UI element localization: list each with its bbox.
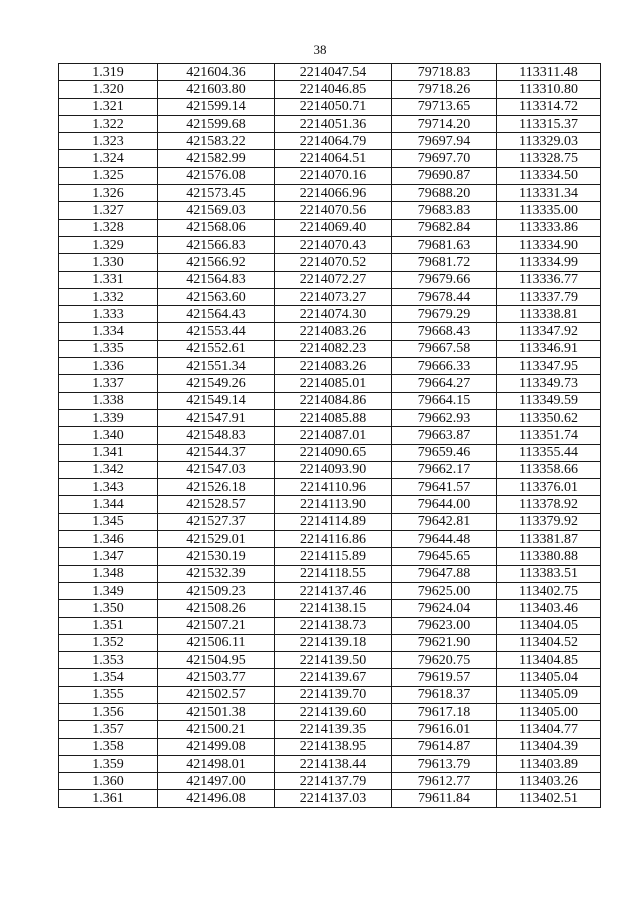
page-number: 38	[313, 42, 327, 57]
x-local-cell: 79623.00	[392, 617, 497, 634]
x-coordinate-cell: 421528.57	[158, 496, 275, 513]
x-coordinate-cell: 421502.57	[158, 686, 275, 703]
y-local-cell: 113380.88	[497, 548, 601, 565]
y-local-cell: 113355.44	[497, 444, 601, 461]
table-row	[59, 496, 601, 513]
y-coordinate-cell: 2214138.95	[275, 738, 392, 755]
point-number-cell: 1.338	[59, 392, 158, 409]
point-number-cell: 1.325	[59, 167, 158, 184]
y-coordinate-cell: 2214093.90	[275, 461, 392, 478]
y-local-cell: 113405.00	[497, 703, 601, 720]
x-coordinate-cell: 421548.83	[158, 427, 275, 444]
x-coordinate-cell: 421509.23	[158, 582, 275, 599]
table-row	[59, 254, 601, 271]
x-local-cell: 79713.65	[392, 98, 497, 115]
x-local-cell: 79718.26	[392, 81, 497, 98]
y-coordinate-cell: 2214050.71	[275, 98, 392, 115]
y-coordinate-cell: 2214051.36	[275, 115, 392, 132]
x-local-cell: 79621.90	[392, 634, 497, 651]
point-number-cell: 1.321	[59, 98, 158, 115]
x-local-cell: 79679.29	[392, 306, 497, 323]
y-coordinate-cell: 2214047.54	[275, 64, 392, 81]
x-local-cell: 79662.17	[392, 461, 497, 478]
x-coordinate-cell: 421552.61	[158, 340, 275, 357]
y-local-cell: 113404.85	[497, 652, 601, 669]
x-coordinate-cell: 421504.95	[158, 652, 275, 669]
y-coordinate-cell: 2214118.55	[275, 565, 392, 582]
y-local-cell: 113334.90	[497, 236, 601, 253]
y-coordinate-cell: 2214114.89	[275, 513, 392, 530]
y-local-cell: 113338.81	[497, 306, 601, 323]
y-local-cell: 113350.62	[497, 409, 601, 426]
x-coordinate-cell: 421582.99	[158, 150, 275, 167]
x-coordinate-cell: 421503.77	[158, 669, 275, 686]
coordinates-table	[58, 63, 601, 808]
y-local-cell: 113333.86	[497, 219, 601, 236]
table-row	[59, 531, 601, 548]
y-local-cell: 113335.00	[497, 202, 601, 219]
y-coordinate-cell: 2214138.44	[275, 755, 392, 772]
point-number-cell: 1.336	[59, 358, 158, 375]
x-local-cell: 79618.37	[392, 686, 497, 703]
point-number-cell: 1.343	[59, 479, 158, 496]
x-local-cell: 79645.65	[392, 548, 497, 565]
point-number-cell: 1.324	[59, 150, 158, 167]
x-coordinate-cell: 421599.68	[158, 115, 275, 132]
point-number-cell: 1.358	[59, 738, 158, 755]
x-local-cell: 79688.20	[392, 185, 497, 202]
x-local-cell: 79681.72	[392, 254, 497, 271]
y-local-cell: 113347.95	[497, 358, 601, 375]
x-coordinate-cell: 421527.37	[158, 513, 275, 530]
x-coordinate-cell: 421506.11	[158, 634, 275, 651]
y-local-cell: 113379.92	[497, 513, 601, 530]
coordinates-table-body	[59, 64, 601, 808]
x-local-cell: 79614.87	[392, 738, 497, 755]
x-local-cell: 79682.84	[392, 219, 497, 236]
y-coordinate-cell: 2214046.85	[275, 81, 392, 98]
x-local-cell: 79683.83	[392, 202, 497, 219]
y-local-cell: 113403.46	[497, 600, 601, 617]
y-local-cell: 113336.77	[497, 271, 601, 288]
y-coordinate-cell: 2214110.96	[275, 479, 392, 496]
x-local-cell: 79620.75	[392, 652, 497, 669]
y-local-cell: 113381.87	[497, 531, 601, 548]
y-local-cell: 113311.48	[497, 64, 601, 81]
table-row	[59, 271, 601, 288]
y-local-cell: 113349.73	[497, 375, 601, 392]
x-coordinate-cell: 421604.36	[158, 64, 275, 81]
x-coordinate-cell: 421564.83	[158, 271, 275, 288]
x-coordinate-cell: 421501.38	[158, 703, 275, 720]
x-coordinate-cell: 421500.21	[158, 721, 275, 738]
table-row	[59, 167, 601, 184]
y-local-cell: 113346.91	[497, 340, 601, 357]
table-row	[59, 185, 601, 202]
table-row	[59, 444, 601, 461]
x-coordinate-cell: 421499.08	[158, 738, 275, 755]
table-row	[59, 150, 601, 167]
y-coordinate-cell: 2214082.23	[275, 340, 392, 357]
point-number-cell: 1.320	[59, 81, 158, 98]
table-row	[59, 288, 601, 305]
x-coordinate-cell: 421507.21	[158, 617, 275, 634]
x-coordinate-cell: 421549.14	[158, 392, 275, 409]
x-local-cell: 79663.87	[392, 427, 497, 444]
table-row	[59, 773, 601, 790]
x-local-cell: 79714.20	[392, 115, 497, 132]
y-coordinate-cell: 2214116.86	[275, 531, 392, 548]
x-local-cell: 79697.94	[392, 133, 497, 150]
y-coordinate-cell: 2214113.90	[275, 496, 392, 513]
y-coordinate-cell: 2214115.89	[275, 548, 392, 565]
table-row	[59, 652, 601, 669]
point-number-cell: 1.360	[59, 773, 158, 790]
x-coordinate-cell: 421530.19	[158, 548, 275, 565]
table-row	[59, 513, 601, 530]
x-coordinate-cell: 421551.34	[158, 358, 275, 375]
x-local-cell: 79617.18	[392, 703, 497, 720]
y-local-cell: 113347.92	[497, 323, 601, 340]
point-number-cell: 1.331	[59, 271, 158, 288]
x-coordinate-cell: 421496.08	[158, 790, 275, 807]
table-row	[59, 790, 601, 807]
y-coordinate-cell: 2214070.52	[275, 254, 392, 271]
point-number-cell: 1.342	[59, 461, 158, 478]
x-local-cell: 79664.27	[392, 375, 497, 392]
x-coordinate-cell: 421569.03	[158, 202, 275, 219]
y-local-cell: 113404.77	[497, 721, 601, 738]
point-number-cell: 1.344	[59, 496, 158, 513]
x-coordinate-cell: 421544.37	[158, 444, 275, 461]
x-local-cell: 79644.00	[392, 496, 497, 513]
table-row	[59, 686, 601, 703]
y-local-cell: 113402.51	[497, 790, 601, 807]
y-local-cell: 113403.26	[497, 773, 601, 790]
x-coordinate-cell: 421547.91	[158, 409, 275, 426]
x-local-cell: 79642.81	[392, 513, 497, 530]
x-local-cell: 79611.84	[392, 790, 497, 807]
y-local-cell: 113378.92	[497, 496, 601, 513]
x-local-cell: 79613.79	[392, 755, 497, 772]
x-coordinate-cell: 421603.80	[158, 81, 275, 98]
point-number-cell: 1.340	[59, 427, 158, 444]
point-number-cell: 1.328	[59, 219, 158, 236]
y-local-cell: 113405.09	[497, 686, 601, 703]
x-local-cell: 79625.00	[392, 582, 497, 599]
x-coordinate-cell: 421497.00	[158, 773, 275, 790]
point-number-cell: 1.335	[59, 340, 158, 357]
y-local-cell: 113383.51	[497, 565, 601, 582]
table-row	[59, 427, 601, 444]
point-number-cell: 1.319	[59, 64, 158, 81]
point-number-cell: 1.347	[59, 548, 158, 565]
x-local-cell: 79616.01	[392, 721, 497, 738]
point-number-cell: 1.326	[59, 185, 158, 202]
point-number-cell: 1.350	[59, 600, 158, 617]
x-coordinate-cell: 421583.22	[158, 133, 275, 150]
table-row	[59, 409, 601, 426]
x-coordinate-cell: 421576.08	[158, 167, 275, 184]
y-local-cell: 113315.37	[497, 115, 601, 132]
table-row	[59, 755, 601, 772]
y-local-cell: 113328.75	[497, 150, 601, 167]
point-number-cell: 1.339	[59, 409, 158, 426]
x-local-cell: 79668.43	[392, 323, 497, 340]
y-coordinate-cell: 2214070.16	[275, 167, 392, 184]
y-coordinate-cell: 2214085.01	[275, 375, 392, 392]
y-coordinate-cell: 2214064.51	[275, 150, 392, 167]
y-coordinate-cell: 2214087.01	[275, 427, 392, 444]
x-coordinate-cell: 421563.60	[158, 288, 275, 305]
y-coordinate-cell: 2214073.27	[275, 288, 392, 305]
point-number-cell: 1.327	[59, 202, 158, 219]
y-coordinate-cell: 2214084.86	[275, 392, 392, 409]
point-number-cell: 1.351	[59, 617, 158, 634]
x-coordinate-cell: 421532.39	[158, 565, 275, 582]
point-number-cell: 1.348	[59, 565, 158, 582]
y-coordinate-cell: 2214138.15	[275, 600, 392, 617]
x-coordinate-cell: 421553.44	[158, 323, 275, 340]
y-local-cell: 113349.59	[497, 392, 601, 409]
table-row	[59, 340, 601, 357]
table-row	[59, 669, 601, 686]
table-row	[59, 306, 601, 323]
y-coordinate-cell: 2214066.96	[275, 185, 392, 202]
point-number-cell: 1.332	[59, 288, 158, 305]
point-number-cell: 1.356	[59, 703, 158, 720]
y-coordinate-cell: 2214070.43	[275, 236, 392, 253]
x-coordinate-cell: 421566.92	[158, 254, 275, 271]
y-coordinate-cell: 2214139.50	[275, 652, 392, 669]
table-row	[59, 461, 601, 478]
point-number-cell: 1.353	[59, 652, 158, 669]
y-local-cell: 113404.39	[497, 738, 601, 755]
point-number-cell: 1.352	[59, 634, 158, 651]
table-row	[59, 358, 601, 375]
y-local-cell: 113376.01	[497, 479, 601, 496]
x-local-cell: 79679.66	[392, 271, 497, 288]
y-coordinate-cell: 2214139.35	[275, 721, 392, 738]
y-coordinate-cell: 2214139.70	[275, 686, 392, 703]
y-local-cell: 113351.74	[497, 427, 601, 444]
x-local-cell: 79612.77	[392, 773, 497, 790]
table-row	[59, 375, 601, 392]
table-row	[59, 738, 601, 755]
y-coordinate-cell: 2214139.67	[275, 669, 392, 686]
table-row	[59, 64, 601, 81]
y-local-cell: 113404.52	[497, 634, 601, 651]
x-coordinate-cell: 421547.03	[158, 461, 275, 478]
x-coordinate-cell: 421526.18	[158, 479, 275, 496]
y-local-cell: 113334.50	[497, 167, 601, 184]
y-local-cell: 113404.05	[497, 617, 601, 634]
table-row	[59, 548, 601, 565]
y-coordinate-cell: 2214069.40	[275, 219, 392, 236]
point-number-cell: 1.330	[59, 254, 158, 271]
x-local-cell: 79681.63	[392, 236, 497, 253]
table-row	[59, 323, 601, 340]
y-coordinate-cell: 2214139.60	[275, 703, 392, 720]
x-local-cell: 79664.15	[392, 392, 497, 409]
y-local-cell: 113358.66	[497, 461, 601, 478]
x-coordinate-cell: 421568.06	[158, 219, 275, 236]
y-coordinate-cell: 2214090.65	[275, 444, 392, 461]
x-coordinate-cell: 421508.26	[158, 600, 275, 617]
point-number-cell: 1.345	[59, 513, 158, 530]
y-local-cell: 113314.72	[497, 98, 601, 115]
x-coordinate-cell: 421564.43	[158, 306, 275, 323]
y-coordinate-cell: 2214083.26	[275, 358, 392, 375]
x-local-cell: 79666.33	[392, 358, 497, 375]
table-row	[59, 479, 601, 496]
x-coordinate-cell: 421566.83	[158, 236, 275, 253]
y-coordinate-cell: 2214137.79	[275, 773, 392, 790]
y-coordinate-cell: 2214138.73	[275, 617, 392, 634]
point-number-cell: 1.334	[59, 323, 158, 340]
y-local-cell: 113331.34	[497, 185, 601, 202]
table-row	[59, 115, 601, 132]
point-number-cell: 1.333	[59, 306, 158, 323]
point-number-cell: 1.329	[59, 236, 158, 253]
y-coordinate-cell: 2214083.26	[275, 323, 392, 340]
y-coordinate-cell: 2214137.03	[275, 790, 392, 807]
table-row	[59, 565, 601, 582]
point-number-cell: 1.341	[59, 444, 158, 461]
x-coordinate-cell: 421573.45	[158, 185, 275, 202]
table-row	[59, 133, 601, 150]
y-coordinate-cell: 2214064.79	[275, 133, 392, 150]
table-row	[59, 617, 601, 634]
table-row	[59, 81, 601, 98]
point-number-cell: 1.337	[59, 375, 158, 392]
y-local-cell: 113403.89	[497, 755, 601, 772]
table-row	[59, 236, 601, 253]
point-number-cell: 1.322	[59, 115, 158, 132]
x-coordinate-cell: 421498.01	[158, 755, 275, 772]
x-local-cell: 79641.57	[392, 479, 497, 496]
x-local-cell: 79667.58	[392, 340, 497, 357]
table-row	[59, 202, 601, 219]
point-number-cell: 1.355	[59, 686, 158, 703]
x-local-cell: 79659.46	[392, 444, 497, 461]
x-coordinate-cell: 421549.26	[158, 375, 275, 392]
y-local-cell: 113402.75	[497, 582, 601, 599]
y-coordinate-cell: 2214074.30	[275, 306, 392, 323]
y-coordinate-cell: 2214137.46	[275, 582, 392, 599]
y-local-cell: 113334.99	[497, 254, 601, 271]
point-number-cell: 1.357	[59, 721, 158, 738]
x-local-cell: 79678.44	[392, 288, 497, 305]
table-row	[59, 600, 601, 617]
point-number-cell: 1.346	[59, 531, 158, 548]
table-row	[59, 582, 601, 599]
x-local-cell: 79619.57	[392, 669, 497, 686]
point-number-cell: 1.323	[59, 133, 158, 150]
y-local-cell: 113329.03	[497, 133, 601, 150]
x-local-cell: 79697.70	[392, 150, 497, 167]
table-row	[59, 392, 601, 409]
y-coordinate-cell: 2214085.88	[275, 409, 392, 426]
x-local-cell: 79647.88	[392, 565, 497, 582]
x-local-cell: 79662.93	[392, 409, 497, 426]
y-coordinate-cell: 2214139.18	[275, 634, 392, 651]
point-number-cell: 1.359	[59, 755, 158, 772]
y-local-cell: 113405.04	[497, 669, 601, 686]
y-coordinate-cell: 2214070.56	[275, 202, 392, 219]
x-local-cell: 79718.83	[392, 64, 497, 81]
point-number-cell: 1.354	[59, 669, 158, 686]
table-row	[59, 721, 601, 738]
y-coordinate-cell: 2214072.27	[275, 271, 392, 288]
point-number-cell: 1.361	[59, 790, 158, 807]
point-number-cell: 1.349	[59, 582, 158, 599]
table-row	[59, 634, 601, 651]
table-row	[59, 98, 601, 115]
y-local-cell: 113337.79	[497, 288, 601, 305]
x-local-cell: 79644.48	[392, 531, 497, 548]
table-row	[59, 219, 601, 236]
table-row	[59, 703, 601, 720]
y-local-cell: 113310.80	[497, 81, 601, 98]
x-local-cell: 79624.04	[392, 600, 497, 617]
x-local-cell: 79690.87	[392, 167, 497, 184]
x-coordinate-cell: 421529.01	[158, 531, 275, 548]
x-coordinate-cell: 421599.14	[158, 98, 275, 115]
